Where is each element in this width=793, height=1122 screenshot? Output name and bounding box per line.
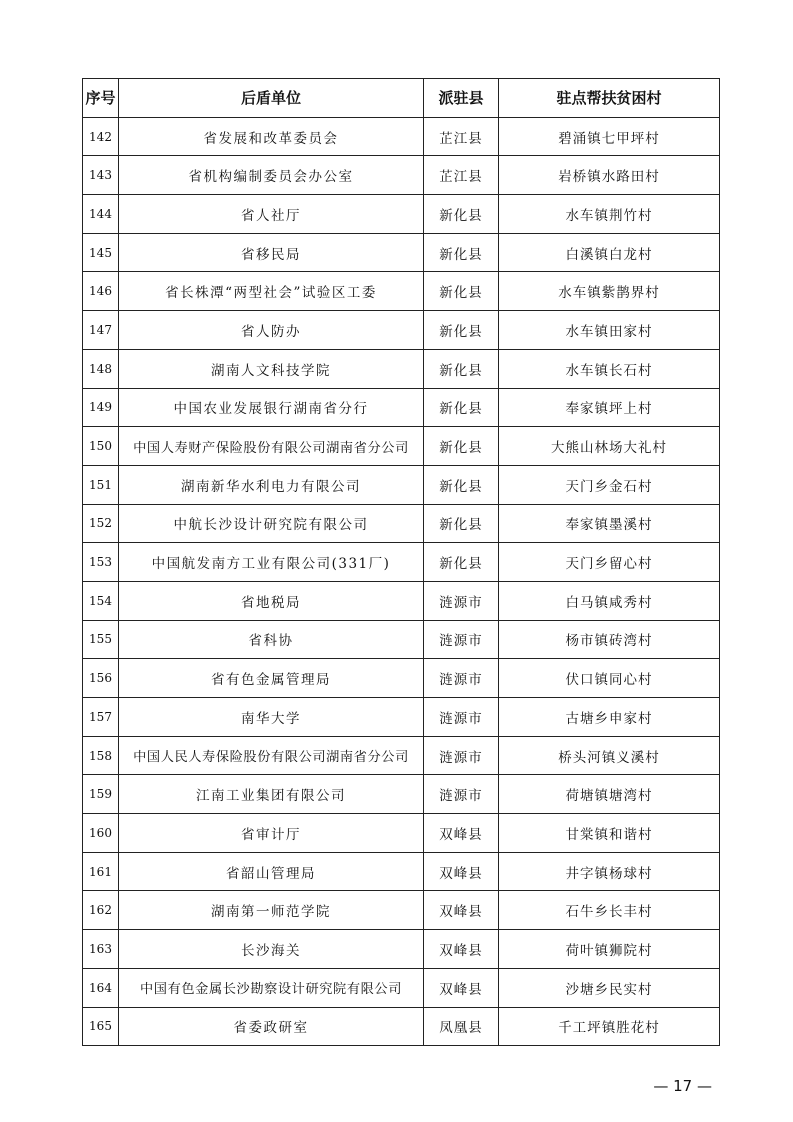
village-cell: 沙塘乡民实村 xyxy=(499,968,720,1007)
support-unit-cell: 中国有色金属长沙勘察设计研究院有限公司 xyxy=(119,968,424,1007)
county-cell: 涟源市 xyxy=(424,620,499,659)
village-cell: 白溪镇白龙村 xyxy=(499,233,720,272)
serial-cell: 160 xyxy=(83,814,119,853)
village-cell: 水车镇田家村 xyxy=(499,311,720,350)
serial-cell: 163 xyxy=(83,930,119,969)
table-row xyxy=(83,620,720,659)
serial-cell: 162 xyxy=(83,891,119,930)
village-cell: 大熊山林场大礼村 xyxy=(499,427,720,466)
table-row xyxy=(83,581,720,620)
serial-cell: 148 xyxy=(83,349,119,388)
table-row xyxy=(83,543,720,582)
village-cell: 荷叶镇狮院村 xyxy=(499,930,720,969)
county-cell: 双峰县 xyxy=(424,891,499,930)
county-cell: 双峰县 xyxy=(424,968,499,1007)
county-cell: 凤凰县 xyxy=(424,1007,499,1046)
county-cell: 新化县 xyxy=(424,388,499,427)
county-cell: 涟源市 xyxy=(424,698,499,737)
serial-cell: 144 xyxy=(83,195,119,234)
serial-cell: 154 xyxy=(83,581,119,620)
village-cell: 岩桥镇水路田村 xyxy=(499,156,720,195)
support-unit-cell: 中国农业发展银行湖南省分行 xyxy=(119,388,424,427)
table-row xyxy=(83,311,720,350)
table-body xyxy=(83,117,720,1046)
county-cell: 新化县 xyxy=(424,543,499,582)
serial-cell: 152 xyxy=(83,504,119,543)
serial-cell: 157 xyxy=(83,698,119,737)
county-cell: 双峰县 xyxy=(424,852,499,891)
header-village: 驻点帮扶贫困村 xyxy=(499,79,720,118)
serial-cell: 159 xyxy=(83,775,119,814)
village-cell: 水车镇荆竹村 xyxy=(499,195,720,234)
county-cell: 新化县 xyxy=(424,272,499,311)
county-cell: 新化县 xyxy=(424,311,499,350)
village-cell: 伏口镇同心村 xyxy=(499,659,720,698)
county-cell: 新化县 xyxy=(424,233,499,272)
support-unit-cell: 省地税局 xyxy=(119,581,424,620)
serial-cell: 161 xyxy=(83,852,119,891)
support-unit-cell: 省有色金属管理局 xyxy=(119,659,424,698)
county-cell: 新化县 xyxy=(424,349,499,388)
serial-cell: 146 xyxy=(83,272,119,311)
table-row xyxy=(83,852,720,891)
village-cell: 荷塘镇塘湾村 xyxy=(499,775,720,814)
support-unit-cell: 南华大学 xyxy=(119,698,424,737)
support-unit-cell: 江南工业集团有限公司 xyxy=(119,775,424,814)
table-row xyxy=(83,698,720,737)
village-cell: 石牛乡长丰村 xyxy=(499,891,720,930)
support-unit-cell: 湖南人文科技学院 xyxy=(119,349,424,388)
serial-cell: 165 xyxy=(83,1007,119,1046)
county-cell: 涟源市 xyxy=(424,775,499,814)
county-cell: 涟源市 xyxy=(424,736,499,775)
support-unit-cell: 省科协 xyxy=(119,620,424,659)
table-row xyxy=(83,272,720,311)
support-unit-cell: 省审计厅 xyxy=(119,814,424,853)
serial-cell: 145 xyxy=(83,233,119,272)
serial-cell: 149 xyxy=(83,388,119,427)
village-cell: 奉家镇墨溪村 xyxy=(499,504,720,543)
village-cell: 井字镇杨球村 xyxy=(499,852,720,891)
county-cell: 芷江县 xyxy=(424,156,499,195)
village-cell: 甘棠镇和谐村 xyxy=(499,814,720,853)
serial-cell: 151 xyxy=(83,465,119,504)
serial-cell: 147 xyxy=(83,311,119,350)
village-cell: 水车镇紫鹊界村 xyxy=(499,272,720,311)
support-unit-cell: 湖南新华水利电力有限公司 xyxy=(119,465,424,504)
support-unit-cell: 省发展和改革委员会 xyxy=(119,117,424,156)
table-row xyxy=(83,968,720,1007)
assignment-table xyxy=(82,78,720,1046)
support-unit-cell: 省委政研室 xyxy=(119,1007,424,1046)
village-cell: 奉家镇坪上村 xyxy=(499,388,720,427)
serial-cell: 155 xyxy=(83,620,119,659)
table-row xyxy=(83,117,720,156)
table-row xyxy=(83,930,720,969)
county-cell: 涟源市 xyxy=(424,659,499,698)
serial-cell: 156 xyxy=(83,659,119,698)
village-cell: 古塘乡申家村 xyxy=(499,698,720,737)
village-cell: 天门乡留心村 xyxy=(499,543,720,582)
village-cell: 千工坪镇胜花村 xyxy=(499,1007,720,1046)
serial-cell: 153 xyxy=(83,543,119,582)
support-unit-cell: 省移民局 xyxy=(119,233,424,272)
table-row xyxy=(83,349,720,388)
county-cell: 双峰县 xyxy=(424,930,499,969)
village-cell: 杨市镇砖湾村 xyxy=(499,620,720,659)
page-number: — 17 — xyxy=(653,1077,712,1095)
table-header-row xyxy=(83,79,720,118)
village-cell: 天门乡金石村 xyxy=(499,465,720,504)
village-cell: 碧涌镇七甲坪村 xyxy=(499,117,720,156)
county-cell: 新化县 xyxy=(424,504,499,543)
county-cell: 新化县 xyxy=(424,465,499,504)
header-serial: 序号 xyxy=(83,79,119,118)
table-row xyxy=(83,775,720,814)
support-unit-cell: 湖南第一师范学院 xyxy=(119,891,424,930)
table-row xyxy=(83,465,720,504)
table-row xyxy=(83,1007,720,1046)
table-row xyxy=(83,427,720,466)
serial-cell: 142 xyxy=(83,117,119,156)
table-row xyxy=(83,736,720,775)
county-cell: 新化县 xyxy=(424,195,499,234)
support-unit-cell: 中国航发南方工业有限公司(331厂) xyxy=(119,543,424,582)
serial-cell: 164 xyxy=(83,968,119,1007)
support-unit-cell: 中国人民人寿保险股份有限公司湖南省分公司 xyxy=(119,736,424,775)
header-support-unit: 后盾单位 xyxy=(119,79,424,118)
table-row xyxy=(83,233,720,272)
village-cell: 水车镇长石村 xyxy=(499,349,720,388)
support-unit-cell: 省韶山管理局 xyxy=(119,852,424,891)
village-cell: 白马镇咸秀村 xyxy=(499,581,720,620)
serial-cell: 158 xyxy=(83,736,119,775)
support-unit-cell: 省人社厅 xyxy=(119,195,424,234)
support-unit-cell: 中航长沙设计研究院有限公司 xyxy=(119,504,424,543)
county-cell: 涟源市 xyxy=(424,581,499,620)
village-cell: 桥头河镇义溪村 xyxy=(499,736,720,775)
serial-cell: 143 xyxy=(83,156,119,195)
table-row xyxy=(83,659,720,698)
table-row xyxy=(83,891,720,930)
table-row xyxy=(83,156,720,195)
table-row xyxy=(83,388,720,427)
header-county: 派驻县 xyxy=(424,79,499,118)
table-row xyxy=(83,195,720,234)
support-unit-cell: 长沙海关 xyxy=(119,930,424,969)
support-unit-cell: 省长株潭“两型社会”试验区工委 xyxy=(119,272,424,311)
serial-cell: 150 xyxy=(83,427,119,466)
support-unit-cell: 省人防办 xyxy=(119,311,424,350)
county-cell: 芷江县 xyxy=(424,117,499,156)
county-cell: 双峰县 xyxy=(424,814,499,853)
county-cell: 新化县 xyxy=(424,427,499,466)
support-unit-cell: 中国人寿财产保险股份有限公司湖南省分公司 xyxy=(119,427,424,466)
support-unit-cell: 省机构编制委员会办公室 xyxy=(119,156,424,195)
table-row xyxy=(83,814,720,853)
table-row xyxy=(83,504,720,543)
